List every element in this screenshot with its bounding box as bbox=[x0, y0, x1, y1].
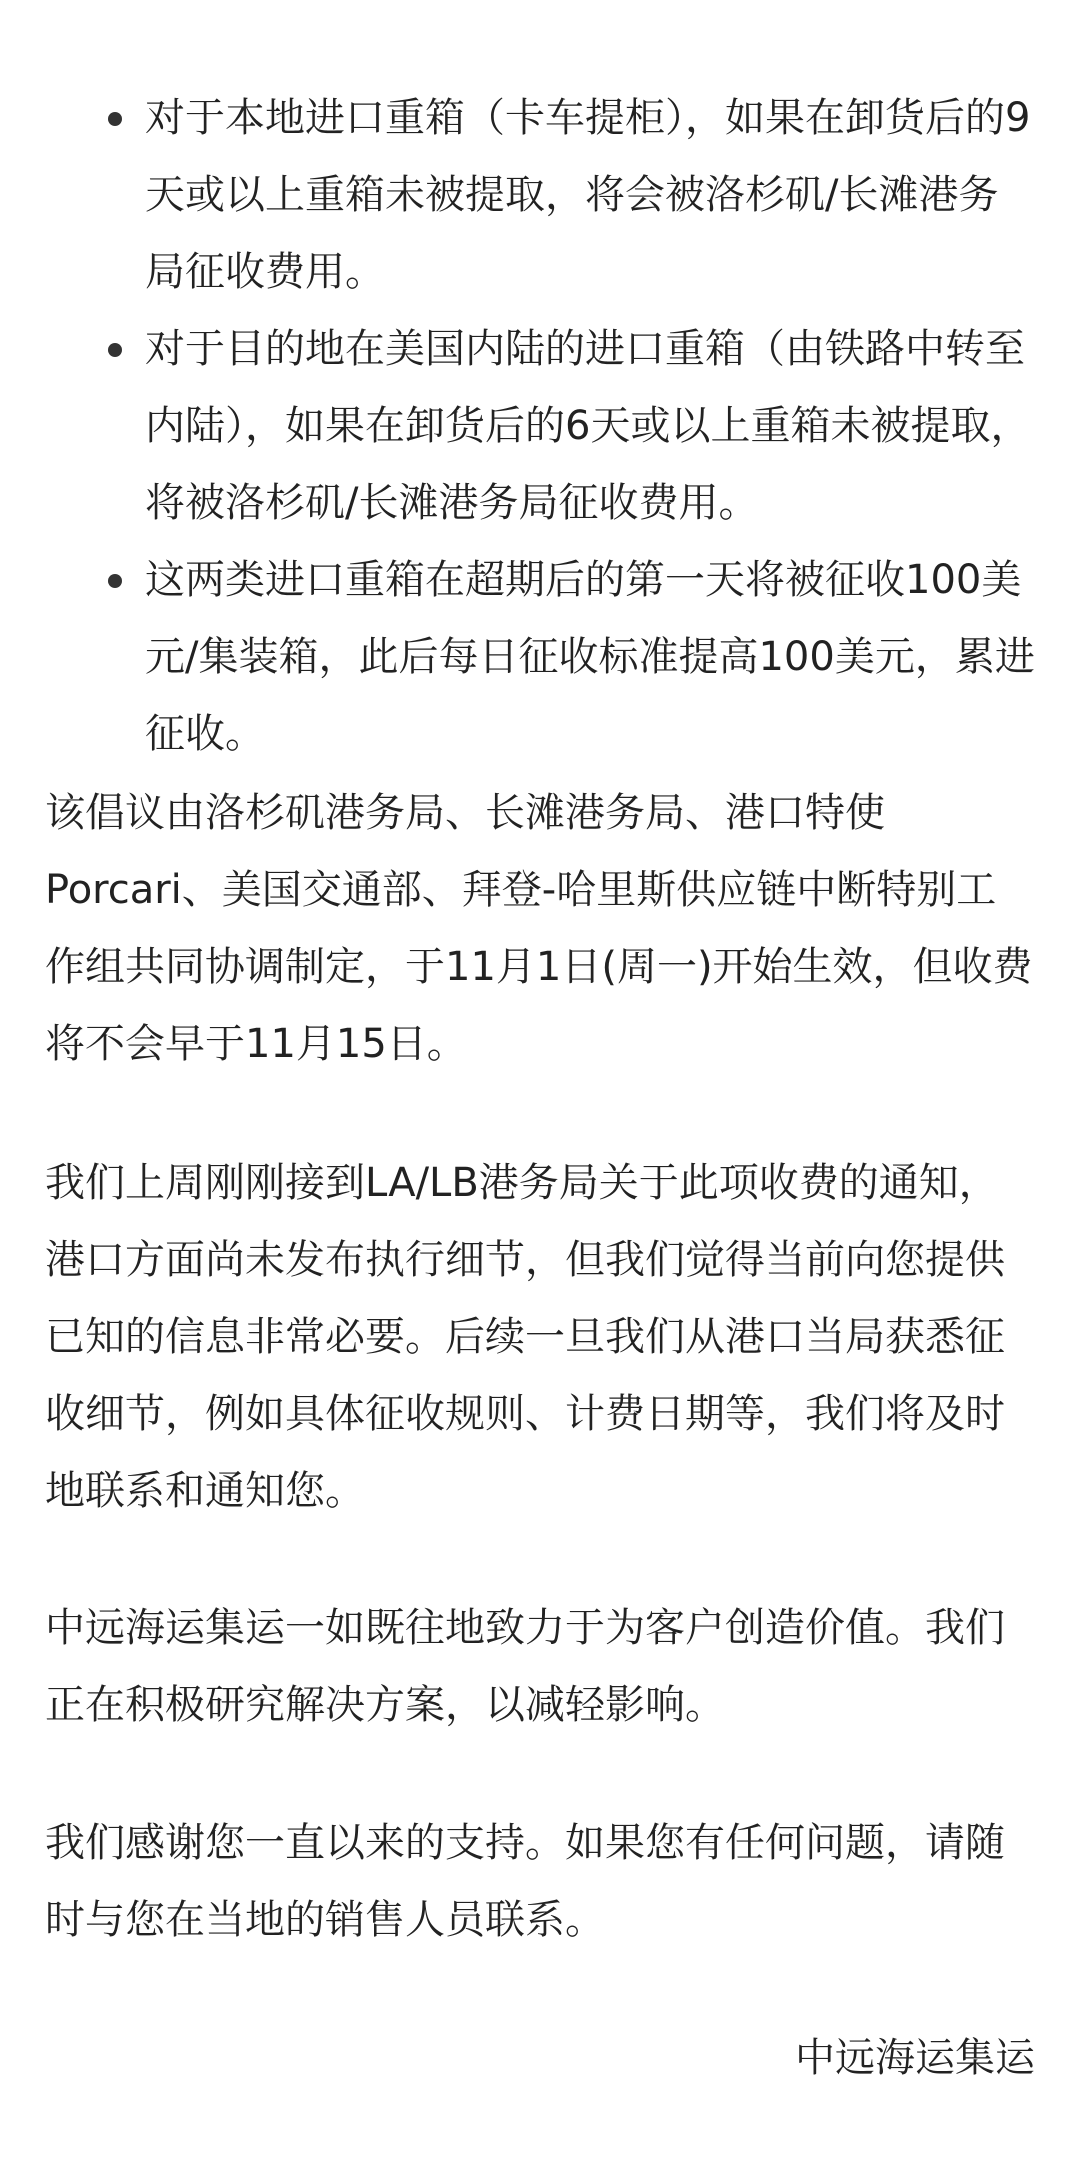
bullet-dot-icon bbox=[108, 112, 122, 126]
bullet-dot-icon bbox=[108, 343, 122, 357]
bullet-item bbox=[0, 542, 1080, 773]
paragraph-thanks: 我们感谢您一直以来的支持。如果您有任何问题，请随时与您在当地的销售人员联系。 bbox=[45, 1820, 1005, 1943]
bullet-list bbox=[0, 80, 1080, 773]
bullet-item bbox=[0, 311, 1080, 542]
paragraph-notification: 我们上周刚刚接到LA/LB港务局关于此项收费的通知，港口方面尚未发布执行细节，但我们觉得当前向您提供已知的信息非常必要。后续一旦我们从港口当局获悉征收细节，例如具体征收规则、计费日期等，我们将及时地联系和通知您。 bbox=[45, 1160, 1005, 1514]
bullet-item bbox=[0, 80, 1080, 311]
bullet-text: 这两类进口重箱在超期后的第一天将被征收100美元/集装箱，此后每日征收标准提高100美元，累进征收。 bbox=[145, 557, 1035, 757]
bullet-dot-icon bbox=[108, 574, 122, 588]
bullet-text: 对于本地进口重箱（卡车提柜），如果在卸货后的9天或以上重箱未被提取，将会被洛杉矶/长滩港务局征收费用。 bbox=[145, 95, 1031, 295]
paragraph-initiative: 该倡议由洛杉矶港务局、长滩港务局、港口特使Porcari、美国交通部、拜登-哈里斯供应链中断特别工作组共同协调制定，于11月1日(周一)开始生效，但收费将不会早于11月15日。 bbox=[45, 790, 1033, 1067]
paragraph-commitment: 中远海运集运一如既往地致力于为客户创造价值。我们正在积极研究解决方案，以减轻影响。 bbox=[45, 1605, 1005, 1728]
signature: 中远海运集运 bbox=[795, 2035, 1035, 2081]
bullet-text: 对于目的地在美国内陆的进口重箱（由铁路中转至内陆），如果在卸货后的6天或以上重箱未被提取，将被洛杉矶/长滩港务局征收费用。 bbox=[145, 326, 1031, 526]
